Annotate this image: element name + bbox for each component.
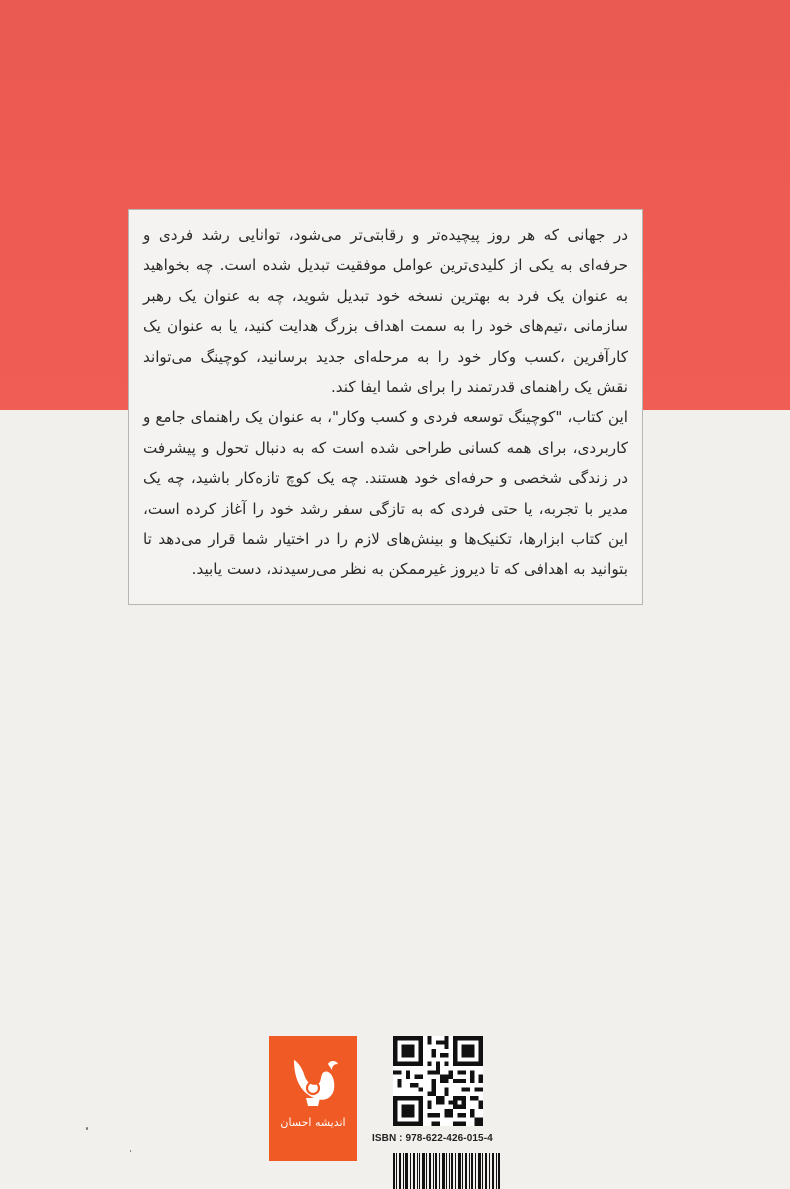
blurb-paragraph-2: این کتاب، "کوچینگ توسعه فردی و کسب وکار"، به عنوان یک راهنمای جامع و کاربردی، برای همه کسانی طراحی شده است که به دنبال تحول و پیشرفت در زندگی شخصی و حرفه‌ای خود هستند. چه یک کوچ تازه‌کار باشید، چه یک مدیر با تجربه، یا حتی فردی که به تازگی سفر رشد خود را آغاز کرده است، این کتاب ابزارها، تکنیک‌ها و بینش‌های لازم را در اختیار شما قرار می‌دهد تا بتوانید به اهدافی که تا دیروز غیرممکن به نظر می‌رسیدند، دست یابید. — [143, 408, 628, 579]
paper-speck — [86, 1127, 88, 1130]
paper-speck — [130, 1150, 131, 1152]
publisher-logo — [269, 1036, 357, 1161]
barcode — [393, 1153, 501, 1189]
isbn-number: ISBN : 978-622-426-015-4 — [372, 1133, 493, 1144]
publisher-name: اندیشه احسان — [280, 1116, 346, 1129]
bird-icon — [284, 1054, 342, 1110]
back-cover-blurb — [128, 209, 643, 605]
qr-code — [393, 1036, 483, 1126]
blurb-paragraph-1: در جهانی که هر روز پیچیده‌تر و رقابتی‌تر می‌شود، توانایی رشد فردی و حرفه‌ای به یکی از کلیدی‌ترین عوامل موفقیت تبدیل شده است. چه بخواهید به عنوان یک فرد به بهترین نسخه خود تبدیل شوید، چه به عنوان یک رهبر سازمانی ،تیم‌های خود را به سمت اهداف بزرگ هدایت کنید، یا به عنوان یک کارآفرین ،کسب وکار خود را به مرحله‌ای جدید برسانید، کوچینگ می‌تواند نقش یک راهنمای قدرتمند را برای شما ایفا کند. — [143, 226, 628, 397]
